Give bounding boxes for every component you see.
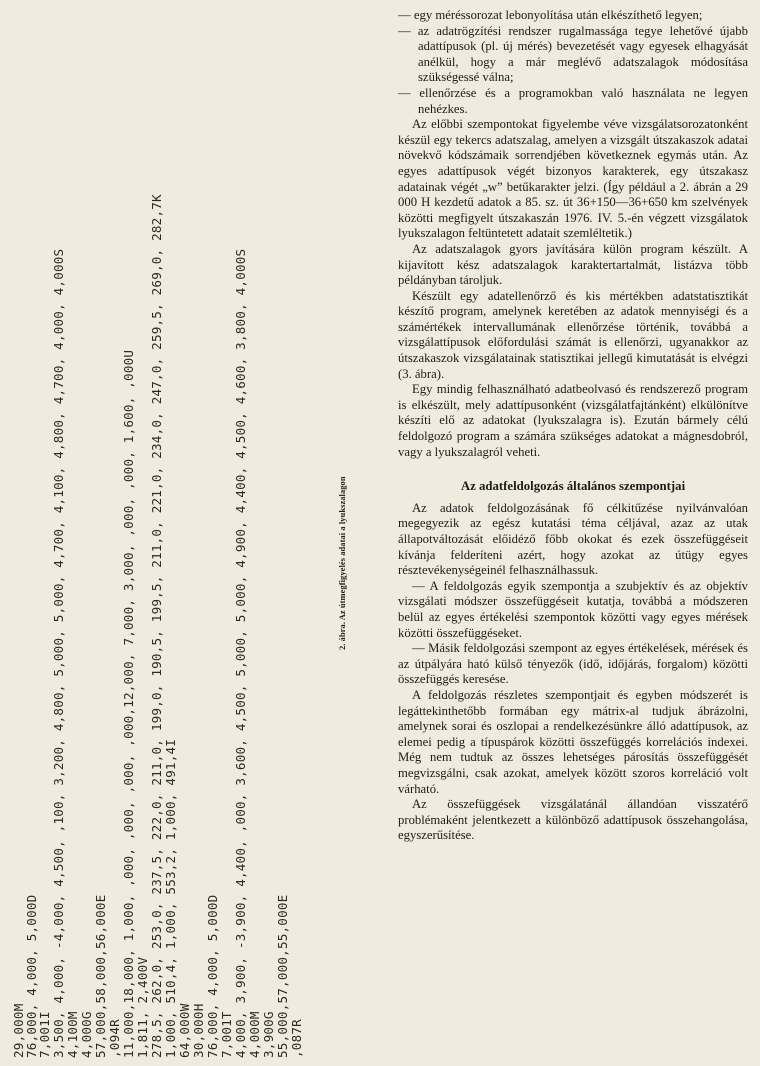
paragraph: Készült egy adatellenőrző és kis mértékben adatstatisztikát készítő program, amelynek keretében az adatok mennyiségi és a számértékek intervallumának ellenőrzése történik, továbbá a vizsgálattípusok előfordulási számát is ellenőrzi, ugyanakkor az útszakaszok vizsgálatainak statisztikai jellegű kimutatását is elvégzi (3. ábra). [398,288,748,381]
tape-line: 30,000H [191,1003,206,1058]
section-heading: Az adatfeldolgozás általános szempontjai [460,479,686,494]
tape-line: 55,000,57,000,55,000E [275,894,290,1058]
tape-line: 7,001I [37,1011,52,1058]
paragraph: Az összefüggések vizsgálatánál állandóan visszatérő problémaként jelentkezett a különböző adattípusok összehangolása, egyszerűsítése. [398,797,748,843]
paragraph: A feldolgozás részletes szempontjait és egyben módszerét is legáttekinthetőbb formában egy mátrix-al tudjuk ábrázolni, amelynek sorai és oszlopai a rendelkezésünkre álló adattípusok, az elemei pedig a típuspárok közötti összefüggés korrelációs indexei. Még nem tudtuk az összes lehetséges párosítás összefüggését megvizsgálni, csak azokat, amelyek között szoros korreláció volt várható. [398,687,748,796]
tape-line: 76,000, 4,000, 5,000D [205,894,220,1058]
paragraph: — Másik feldolgozási szempont az egyes értékelések, mérések és az útpályára ható külső tényezők (idő, időjárás, forgalom) közötti összefüggés keresése. [398,641,748,687]
tape-line: 4,000G [79,1011,94,1058]
text-column [398,8,748,844]
tape-line: 4,000, 3,900, -3,900, 4,400, ,000, 3,600, 4,500, 5,000, 5,000, 4,900, 4,400, 4,500, 4,600, 3,800, 4,000S [233,248,248,1058]
requirement-item: — az adatrögzítési rendszer rugalmassága tegye lehetővé újabb adattípusok (pl. új mérés) bevezetését vagy egyesek elhagyását anélkül, hogy a már meglévő adatszalagok módosítása szükségessé válna; [398,23,748,85]
tape-line: 4,100M [65,1011,80,1058]
tape-line: 57,000,58,000,56,000E [93,894,108,1058]
paragraph: — A feldolgozás egyik szempontja a szubjektív és az objektív vizsgálati módszer összefüggéseit kutatja, továbbá a módszeren belül az egyes értékelési szempontok közötti vagy egyes mérések közötti összefüggéseket. [398,578,748,640]
requirement-item: — egy méréssorozat lebonyolítása után elkészíthető legyen; [398,8,703,22]
tape-line: ,087R [289,1019,304,1058]
punched-tape-printout [12,18,342,1058]
paragraph: Az adatok feldolgozásának fő célkitűzése nyilvánvalóan megegyezik az egész kutatási téma céljával, azaz az utak állapotváltozását előidéző főbb okokat és ezek összefüggéseit kívánja felderíteni azért, hogy azokat az útügy egyes résztevékenységeinél felhasználhassuk. [398,500,748,578]
tape-line: 76,000, 4,000, 5,000D [24,894,39,1058]
tape-line: ,094R [107,1019,122,1058]
tape-line: 3,900G [261,1011,276,1058]
tape-line: 7,001T [219,1011,234,1058]
requirement-item: — ellenőrzése és a programokban való használata ne legyen nehézkes. [398,85,748,116]
tape-line: 278,5, 262,0, 253,0, 237,5, 222,0, 211,0, 199,0, 190,5, 199,5, 211,0, 221,0, 234,0, 247,0, 259,5, 269,0, 282,7K [149,194,164,1058]
tape-line: 3,500, 4,000, -4,000, 4,500, ,100, 3,200, 4,800, 5,000, 5,000, 4,700, 4,100, 4,800, 4,700, 4,000, 4,000S [51,248,66,1058]
figure-2 [0,0,378,1066]
tape-line: 1,811, 2,400V [135,956,150,1058]
tape-line: 1,000, 510,4, 1,000, 553,2, 1,000, 491,4I [163,738,178,1058]
tape-line: 29,000M [11,1003,26,1058]
tape-line: 4,000M [247,1011,262,1058]
paragraph: Az előbbi szempontokat figyelembe véve vizsgálatsorozatonként készül egy tekercs adatszalag, amelyen a vizsgált útszakaszok adatai növekvő kódszámaik sorrendjében következnek egymás után. Az egyes adattípusok végét bizonyos karakterek, egy útszakasz adatainak végét „w” betűkarakter jelzi. (Így például a 2. ábrán a 29 000 H kezdetű adatok a 85. sz. út 36+150—36+650 km szelvények közötti megfigyelt útszakaszán 1976. IV. 5.-én végzett vizsgálatok lyukszalagon feltüntetett adatait szemléltetik.) [398,117,748,241]
tape-line: 64,000W [177,1003,192,1058]
paragraph: Az adatszalagok gyors javítására külön program készült. A kijavított kész adatszalagok karaktertartalmát, listázva több példányban tároljuk. [398,241,748,288]
tape-line: 11,000,18,000, 1,000, ,000, ,000, ,000, ,000,12,000, 7,000, 3,000, ,000, ,000, 1,600, ,000U [121,349,136,1058]
figure-caption: 2. ábra. Az útmegfigyelés adatai a lyukszalagon [338,476,347,650]
paragraph: Egy mindig felhasználható adatbeolvasó és rendszerező program is elkészült, mely adattípusonként (vizsgálatfajtánként) elkülönítve készíti elő az adatokat (lyukszalagra is). Ezután bármely célú feldolgozó program a számára szükséges adatokat a mágnesdobról, vagy a lyukszalagról veheti. [398,382,748,459]
